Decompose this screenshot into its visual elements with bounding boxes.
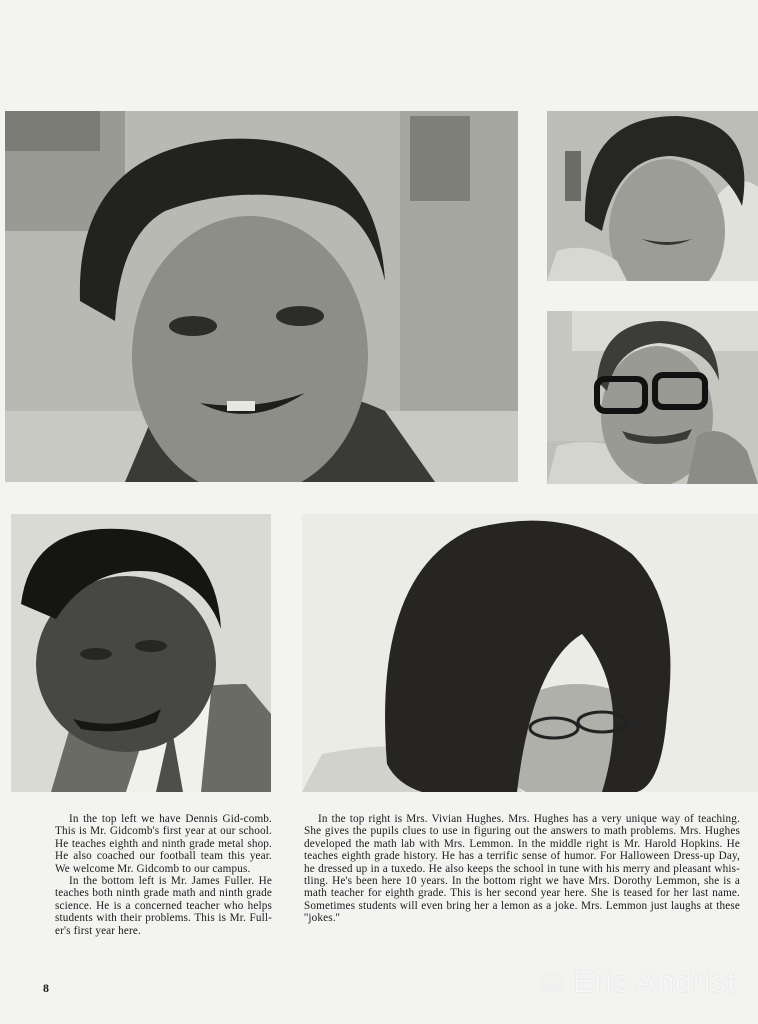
photo-vivian-hughes bbox=[547, 111, 758, 281]
photo-dorothy-lemmon bbox=[302, 514, 758, 792]
caption-hughes-hopkins-lemmon: In the top right is Mrs. Vivian Hughes. Mrs. Hughes has a very unique way of teaching. She gives the pupils clues to use in figuring out the answers to math problems. Mrs. Hughes developed the math lab with Mrs. Lemmon. In the middle right is Mr. Harold Hopkins. He teaches eighth grade history. He has a terrific sense of humor. For Halloween Dress-up Day, he dressed up in a tuxedo. He also keeps the school in tune with his merry and pleasant whis-tling. He's been here 10 years. In the bottom right we have Mrs. Dorothy Lemmon, she is a math teacher for eighth grade. This is her second year here. She is teased for her last name. Sometimes students will even bring her a lemon as a joke. Mrs. Lemmon just laughs at these ''jokes.'' bbox=[304, 813, 740, 925]
caption-right-column bbox=[304, 813, 740, 925]
caption-gidcomb: In the top left we have Dennis Gid-comb. This is Mr. Gidcomb's first year at our school. He teaches eighth and ninth grade metal shop. He also coached our football team this year. We welcome Mr. Gidcomb to our campus. bbox=[55, 813, 272, 875]
caption-left-column bbox=[55, 813, 272, 937]
photo-dennis-gidcomb bbox=[5, 111, 518, 482]
photo-harold-hopkins bbox=[547, 311, 758, 484]
caption-fuller: In the bottom left is Mr. James Fuller. He teaches both ninth grade math and ninth grade science. He is a concerned teacher who helps students with their problems. This is Mr. Full-er's first year here. bbox=[55, 875, 272, 937]
page-number: 8 bbox=[43, 981, 49, 995]
photo-james-fuller bbox=[11, 514, 271, 792]
copyright-watermark: © Eric Andrist bbox=[540, 964, 736, 999]
